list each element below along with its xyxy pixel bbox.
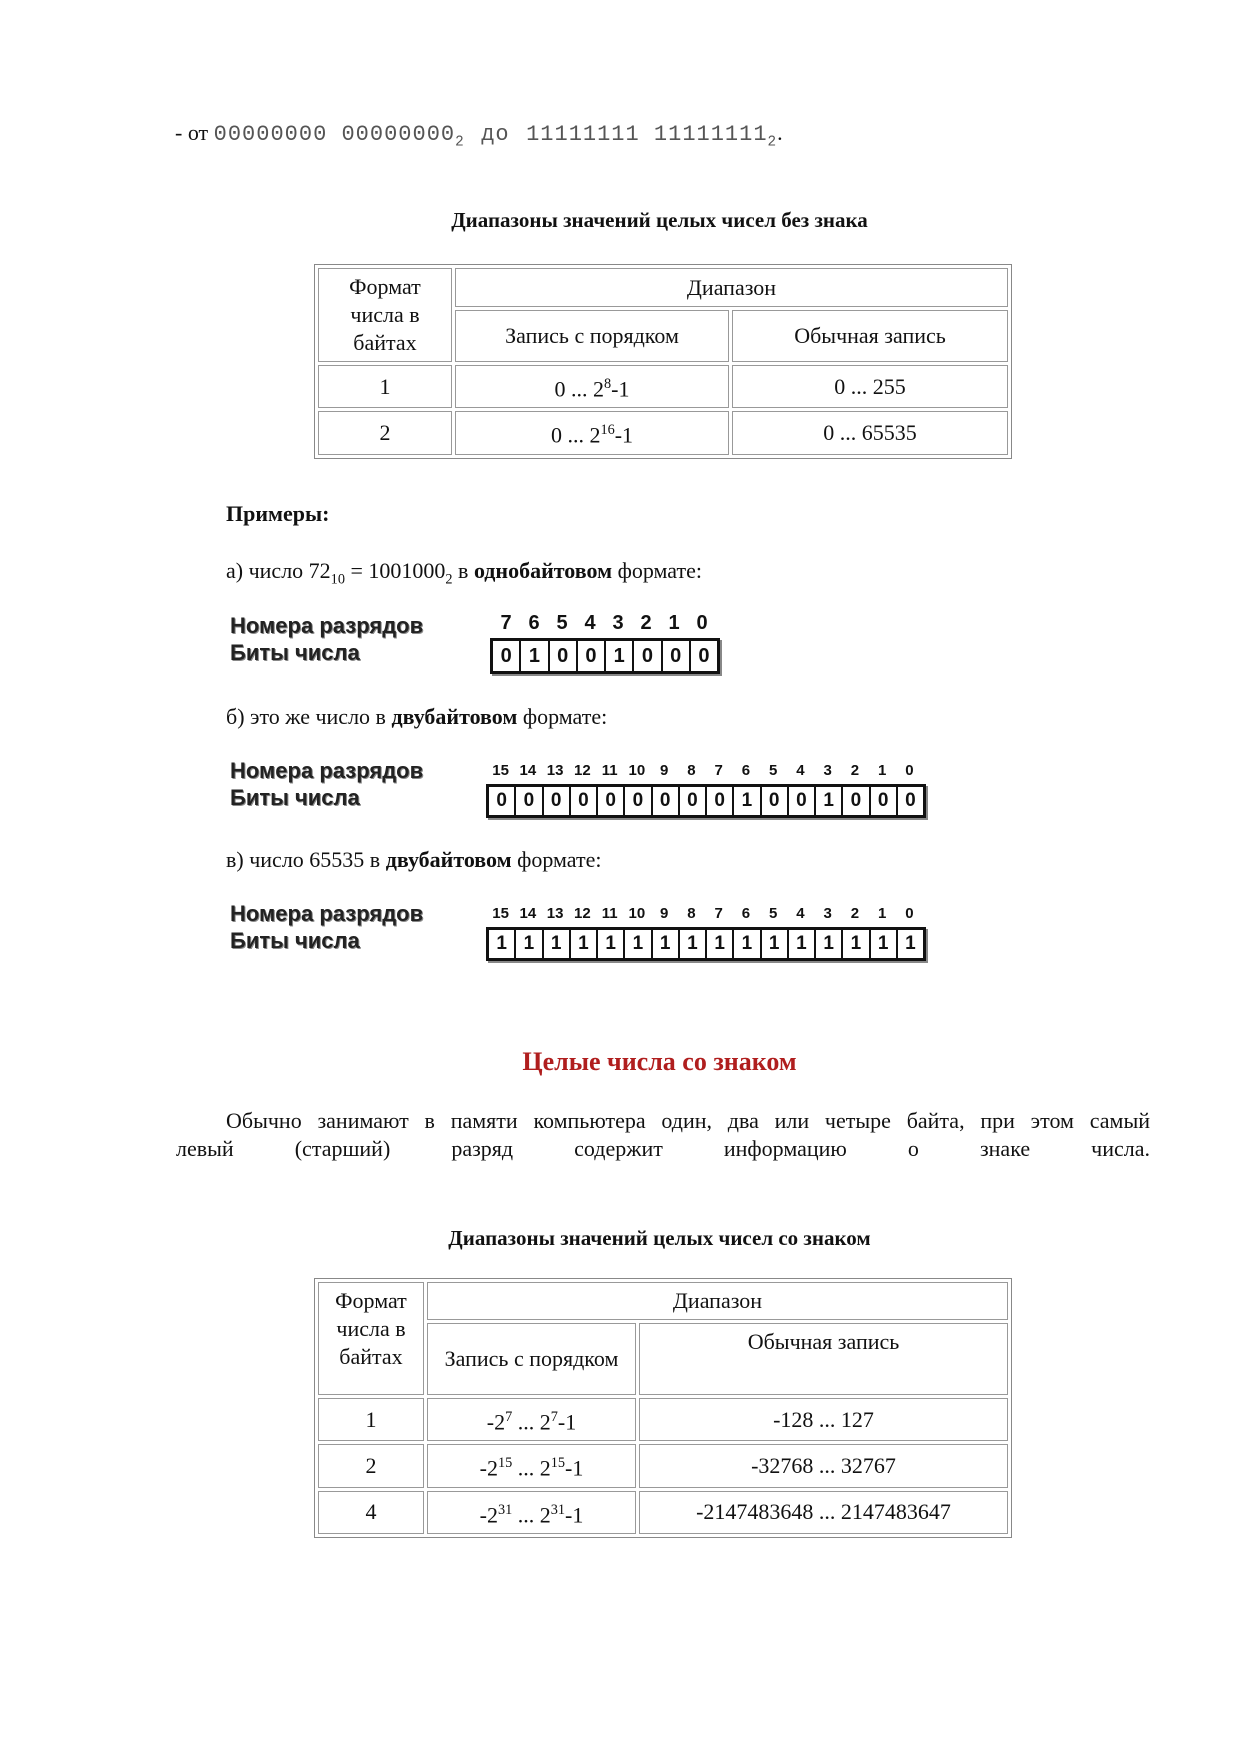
exp-neg-power: 31 bbox=[497, 1501, 513, 1518]
exp-pos-power: 15 bbox=[550, 1455, 566, 1472]
bit-cell: 0 bbox=[542, 787, 569, 815]
position-label: 5 bbox=[768, 762, 778, 779]
exp-suffix: -1 bbox=[565, 1455, 584, 1481]
position-label: 0 bbox=[905, 905, 914, 922]
signed-row1-plain: -128 ... 127 bbox=[639, 1398, 1008, 1441]
example-a-bold: однобайтовом bbox=[473, 558, 613, 583]
bit-cell: 0 bbox=[496, 790, 507, 811]
signed-row3-bytes: 4 bbox=[318, 1491, 424, 1534]
position-label: 5 bbox=[768, 905, 778, 922]
position-label: 6 bbox=[528, 612, 540, 634]
bit-cell: 1 bbox=[623, 930, 650, 958]
example-a-post: формате: bbox=[612, 558, 702, 583]
example-c-post: формате: bbox=[511, 847, 602, 872]
label-positions: Номера разрядов bbox=[230, 901, 424, 926]
bit-box-a bbox=[490, 638, 720, 674]
range-end: . bbox=[777, 120, 783, 145]
example-a-in: в bbox=[452, 558, 474, 583]
signed-row2-bytes: 2 bbox=[318, 1444, 424, 1487]
position-label: 9 bbox=[659, 762, 669, 779]
bit-cell: 0 bbox=[869, 787, 896, 815]
example-c-bold: двубайтовом bbox=[385, 847, 512, 872]
bit-cell: 0 bbox=[689, 641, 717, 671]
signed-caption: Диапазоны значений целых чисел со знаком bbox=[448, 1226, 871, 1250]
position-label: 4 bbox=[584, 612, 596, 634]
example-a-labels bbox=[230, 612, 423, 666]
position-label: 11 bbox=[601, 762, 618, 779]
range-line bbox=[175, 120, 783, 150]
positions-row-c bbox=[487, 905, 923, 925]
example-a-pre: а) число 72 bbox=[226, 558, 331, 583]
bit-cell: 0 bbox=[705, 787, 732, 815]
bit-cell: 0 bbox=[841, 787, 868, 815]
exp-neg-base: -2 bbox=[479, 1455, 498, 1481]
bit-cell: 1 bbox=[678, 930, 705, 958]
bit-cell: 1 bbox=[596, 930, 623, 958]
bit-cell: 1 bbox=[519, 641, 547, 671]
exp-base: 0 ... 2 bbox=[554, 376, 604, 402]
unsigned-row1-plain: 0 ... 255 bbox=[732, 365, 1008, 408]
range-to-base: 2 bbox=[767, 134, 778, 151]
bit-cell: 0 bbox=[596, 787, 623, 815]
position-label: 7 bbox=[500, 612, 512, 634]
position-label: 3 bbox=[823, 905, 832, 922]
position-label: 8 bbox=[687, 905, 696, 922]
bit-cell: 1 bbox=[760, 930, 787, 958]
unsigned-header-range: Диапазон bbox=[455, 268, 1008, 307]
unsigned-header-format: Формат числа в байтах bbox=[318, 268, 452, 362]
bit-cell: 0 bbox=[651, 787, 678, 815]
exp-power: 16 bbox=[600, 422, 615, 439]
positions-row-b bbox=[487, 762, 923, 782]
exp-pos-base: ... 2 bbox=[512, 1409, 551, 1435]
example-a-text bbox=[226, 558, 702, 588]
exp-pos-power: 7 bbox=[550, 1409, 558, 1425]
bit-cell: 0 bbox=[760, 787, 787, 815]
unsigned-table bbox=[314, 264, 1012, 459]
signed-header-exp: Запись с порядком bbox=[427, 1323, 636, 1395]
exp-suffix: -1 bbox=[565, 1501, 584, 1527]
bit-cell: 0 bbox=[514, 787, 541, 815]
bit-box-b bbox=[486, 784, 926, 818]
bit-cell: 0 bbox=[787, 787, 814, 815]
position-label: 3 bbox=[823, 762, 832, 779]
position-label: 6 bbox=[741, 905, 751, 922]
range-from-value: 00000000 00000000 bbox=[213, 122, 456, 147]
bit-cell: 1 bbox=[814, 930, 841, 958]
position-label: 15 bbox=[492, 762, 509, 779]
range-from-base: 2 bbox=[455, 134, 465, 151]
position-label: 2 bbox=[640, 612, 652, 634]
signed-row3-exp bbox=[427, 1491, 636, 1534]
signed-row2-exp bbox=[427, 1444, 636, 1487]
unsigned-row2-plain: 0 ... 65535 bbox=[732, 411, 1008, 454]
position-label: 3 bbox=[612, 612, 624, 634]
signed-table bbox=[314, 1278, 1012, 1538]
example-b-bold: двубайтовом bbox=[391, 704, 518, 729]
exp-suffix: -1 bbox=[611, 376, 630, 402]
position-label: 15 bbox=[492, 905, 509, 922]
bit-cell: 0 bbox=[569, 787, 596, 815]
label-bits: Биты числа bbox=[230, 640, 360, 665]
bit-cell: 0 bbox=[896, 787, 923, 815]
position-label: 10 bbox=[628, 905, 646, 922]
example-b-pre: б) это же число в bbox=[226, 704, 392, 729]
position-label: 4 bbox=[796, 905, 805, 922]
label-bits: Биты числа bbox=[230, 785, 360, 810]
unsigned-caption: Диапазоны значений целых чисел без знака bbox=[451, 208, 868, 232]
example-c-pre: в) число 65535 в bbox=[226, 847, 386, 872]
signed-row2-plain: -32768 ... 32767 bbox=[639, 1444, 1008, 1487]
bit-cell: 0 bbox=[500, 645, 512, 667]
position-label: 11 bbox=[601, 905, 618, 922]
exp-pos-base: ... 2 bbox=[512, 1501, 551, 1527]
exp-suffix: -1 bbox=[614, 422, 634, 448]
bit-cell: 0 bbox=[661, 641, 689, 671]
bit-cell: 1 bbox=[705, 930, 732, 958]
exp-neg-power: 7 bbox=[505, 1409, 513, 1425]
examples-title: Примеры: bbox=[226, 501, 330, 526]
exp-suffix: -1 bbox=[557, 1409, 577, 1435]
table-row bbox=[318, 365, 1008, 408]
bit-cell: 1 bbox=[651, 930, 678, 958]
position-label: 12 bbox=[574, 905, 591, 922]
exp-pos-base: ... 2 bbox=[512, 1455, 551, 1481]
example-a-mid: = 1001000 bbox=[344, 558, 446, 583]
exp-base: 0 ... 2 bbox=[550, 422, 601, 448]
bit-cell: 1 bbox=[787, 930, 814, 958]
range-prefix: - от bbox=[175, 120, 209, 145]
signed-row1-exp bbox=[427, 1398, 636, 1441]
exp-power: 8 bbox=[604, 376, 612, 392]
position-label: 14 bbox=[519, 762, 537, 779]
example-a-sub2: 2 bbox=[445, 571, 453, 588]
position-label: 4 bbox=[796, 762, 805, 779]
bit-cell: 1 bbox=[604, 641, 632, 671]
unsigned-header-plain: Обычная запись bbox=[732, 310, 1008, 362]
bit-cell: 0 bbox=[623, 787, 650, 815]
bit-cell: 1 bbox=[569, 930, 596, 958]
exp-neg-base: -2 bbox=[486, 1409, 506, 1435]
position-label: 1 bbox=[877, 762, 887, 779]
position-label: 8 bbox=[687, 762, 696, 779]
bit-cell: 0 bbox=[576, 641, 604, 671]
position-label: 2 bbox=[850, 905, 860, 922]
position-label: 13 bbox=[546, 905, 564, 922]
range-to-word: до bbox=[481, 122, 510, 147]
table-row bbox=[318, 411, 1008, 454]
range-to-value: 11111111 11111111 bbox=[526, 122, 768, 147]
position-label: 10 bbox=[628, 762, 646, 779]
range-to bbox=[526, 122, 778, 151]
position-label: 7 bbox=[714, 762, 723, 779]
position-label: 0 bbox=[696, 612, 708, 634]
exp-pos-power: 31 bbox=[550, 1501, 566, 1518]
example-b-post: формате: bbox=[517, 704, 608, 729]
bit-cell: 1 bbox=[841, 930, 868, 958]
position-label: 1 bbox=[877, 905, 887, 922]
unsigned-header-exp: Запись с порядком bbox=[455, 310, 729, 362]
exp-neg-base: -2 bbox=[479, 1501, 498, 1527]
table-row bbox=[318, 1398, 1008, 1441]
example-b-text bbox=[226, 704, 607, 730]
bit-cell: 0 bbox=[632, 641, 660, 671]
positions-row-a bbox=[492, 612, 716, 636]
bit-cell: 0 bbox=[548, 641, 576, 671]
position-label: 14 bbox=[519, 905, 537, 922]
bit-cell: 0 bbox=[678, 787, 705, 815]
table-row bbox=[318, 1491, 1008, 1534]
bit-cell: 1 bbox=[869, 930, 896, 958]
bit-cell: 1 bbox=[732, 787, 759, 815]
position-label: 6 bbox=[741, 762, 751, 779]
signed-header-format: Формат числа в байтах bbox=[318, 1282, 424, 1395]
range-from bbox=[213, 122, 465, 151]
signed-header-range: Диапазон bbox=[427, 1282, 1008, 1320]
table-row bbox=[318, 1444, 1008, 1487]
position-label: 1 bbox=[668, 612, 680, 634]
position-label: 12 bbox=[574, 762, 591, 779]
position-label: 9 bbox=[659, 905, 669, 922]
position-label: 5 bbox=[556, 612, 568, 634]
position-label: 2 bbox=[850, 762, 860, 779]
bit-cell: 1 bbox=[496, 933, 507, 954]
bit-cell: 1 bbox=[814, 787, 841, 815]
unsigned-row1-bytes: 1 bbox=[318, 365, 452, 408]
example-c-text bbox=[226, 847, 602, 873]
signed-row3-plain: -2147483648 ... 2147483647 bbox=[639, 1491, 1008, 1534]
signed-para-line2: левый (старший) разряд содержит информацию о знаке числа. bbox=[176, 1136, 1150, 1161]
bit-cell: 1 bbox=[542, 930, 569, 958]
signed-para-line1: Обычно занимают в памяти компьютера один, два или четыре байта, при этом самый bbox=[226, 1108, 1150, 1133]
example-a-sub1: 10 bbox=[330, 571, 345, 588]
position-label: 0 bbox=[905, 762, 914, 779]
signed-heading: Целые числа со знаком bbox=[522, 1047, 797, 1076]
bit-cell: 1 bbox=[732, 930, 759, 958]
exp-neg-power: 15 bbox=[497, 1455, 513, 1472]
bit-box-c bbox=[486, 927, 926, 961]
unsigned-row1-exp bbox=[455, 365, 729, 408]
label-bits: Биты числа bbox=[230, 928, 360, 953]
example-c-labels bbox=[230, 900, 423, 954]
position-label: 13 bbox=[546, 762, 564, 779]
position-label: 7 bbox=[714, 905, 723, 922]
signed-header-plain: Обычная запись bbox=[639, 1323, 1008, 1395]
unsigned-row2-bytes: 2 bbox=[318, 411, 452, 454]
example-b-labels bbox=[230, 757, 423, 811]
unsigned-row2-exp bbox=[455, 411, 729, 454]
bit-cell: 1 bbox=[896, 930, 923, 958]
label-positions: Номера разрядов bbox=[230, 758, 424, 783]
label-positions: Номера разрядов bbox=[230, 613, 424, 638]
signed-row1-bytes: 1 bbox=[318, 1398, 424, 1441]
bit-cell: 1 bbox=[514, 930, 541, 958]
